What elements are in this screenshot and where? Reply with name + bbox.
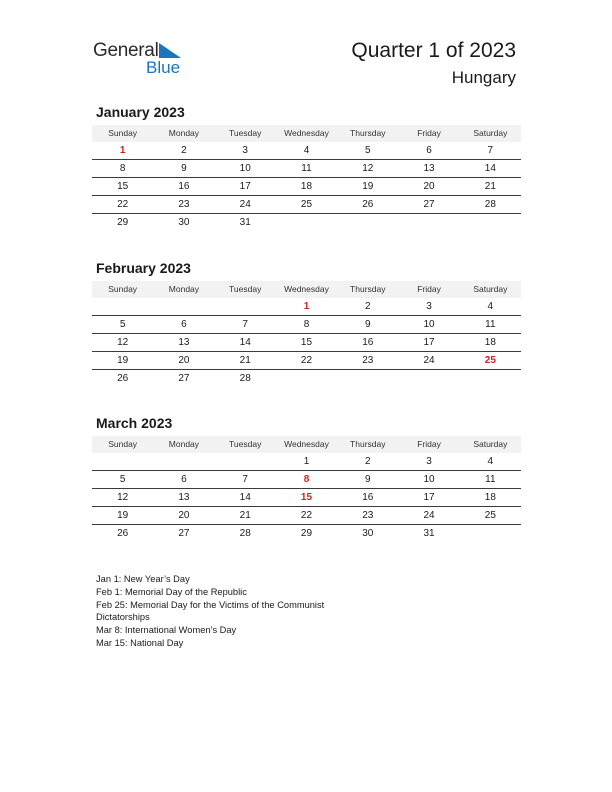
day-cell: 27 xyxy=(423,199,435,210)
day-cell: 12 xyxy=(117,337,129,348)
day-cell xyxy=(337,214,398,231)
weekday-label: Thursday xyxy=(350,128,386,138)
day-cell: 5 xyxy=(119,474,126,485)
day-cell: 11 xyxy=(301,163,312,174)
weekday-label: Saturday xyxy=(473,284,508,294)
day-cell: 22 xyxy=(300,355,313,366)
weekday-label: Sunday xyxy=(108,439,138,449)
day-cell: 31 xyxy=(423,528,435,539)
day-cell: 24 xyxy=(423,510,435,521)
day-cell xyxy=(460,370,521,387)
day-cell: 5 xyxy=(364,145,371,156)
month-title: January 2023 xyxy=(96,104,185,120)
day-cell: 15 xyxy=(300,492,313,503)
day-cell: 23 xyxy=(362,355,374,366)
day-cell: 25 xyxy=(484,355,496,366)
day-cell: 20 xyxy=(423,181,435,192)
day-cell xyxy=(398,214,459,231)
week-row xyxy=(92,214,521,231)
day-cell: 7 xyxy=(242,319,248,330)
weekday-label: Tuesday xyxy=(229,128,262,138)
day-cell: 12 xyxy=(117,492,129,503)
day-cell: 6 xyxy=(426,145,432,156)
logo xyxy=(93,40,188,80)
day-cell xyxy=(398,370,459,387)
day-cell: 15 xyxy=(300,337,313,348)
day-cell: 30 xyxy=(362,528,374,539)
week-row xyxy=(92,525,521,542)
day-cell: 25 xyxy=(300,199,313,210)
day-cell: 16 xyxy=(362,492,374,503)
day-cell xyxy=(153,453,214,470)
day-cell xyxy=(215,298,276,315)
day-cell: 8 xyxy=(303,319,310,330)
day-cell: 14 xyxy=(239,492,251,503)
weekday-label: Sunday xyxy=(108,284,138,294)
month-title: February 2023 xyxy=(96,260,191,276)
month-3 xyxy=(92,414,521,542)
week-row xyxy=(92,316,521,334)
day-cell: 17 xyxy=(423,337,435,348)
day-cell: 29 xyxy=(300,528,313,539)
day-cell: 28 xyxy=(239,373,251,384)
day-cell: 22 xyxy=(300,510,313,521)
day-cell xyxy=(276,214,337,231)
day-cell: 21 xyxy=(239,510,251,521)
weekday-label: Friday xyxy=(417,439,441,449)
day-cell xyxy=(337,370,398,387)
day-cell: 17 xyxy=(239,181,251,192)
page-title: Quarter 1 of 2023 xyxy=(351,39,516,62)
day-cell: 4 xyxy=(487,456,494,467)
holiday-note: Mar 8: International Women’s Day xyxy=(96,625,237,636)
day-cell xyxy=(153,298,214,315)
week-row xyxy=(92,160,521,178)
day-cell: 21 xyxy=(484,181,496,192)
week-row xyxy=(92,142,521,160)
holiday-note: Jan 1: New Year’s Day xyxy=(96,574,190,584)
month-title: March 2023 xyxy=(96,415,173,431)
day-cell: 28 xyxy=(239,528,251,539)
logo-blue-text: Blue xyxy=(146,58,181,77)
day-cell: 30 xyxy=(178,217,190,228)
weekday-label: Tuesday xyxy=(229,284,262,294)
day-cell: 6 xyxy=(181,474,187,485)
weekday-label: Wednesday xyxy=(284,439,329,449)
day-cell: 17 xyxy=(423,492,435,503)
day-cell: 26 xyxy=(117,373,129,384)
day-cell: 29 xyxy=(117,217,129,228)
day-cell xyxy=(215,453,276,470)
day-cell: 26 xyxy=(362,199,374,210)
logo-general-text: General xyxy=(93,40,159,61)
weekday-label: Monday xyxy=(168,439,200,449)
day-cell: 13 xyxy=(423,163,435,174)
day-cell: 24 xyxy=(239,199,251,210)
day-cell: 16 xyxy=(362,337,374,348)
weekday-label: Tuesday xyxy=(229,439,262,449)
weekday-label: Saturday xyxy=(473,128,508,138)
holiday-note: Feb 25: Memorial Day for the Victims of the Communist xyxy=(96,599,325,610)
day-cell: 14 xyxy=(484,163,496,174)
holiday-notes xyxy=(96,573,516,650)
day-cell: 12 xyxy=(362,163,374,174)
weekday-header xyxy=(92,436,521,453)
weekday-label: Thursday xyxy=(350,439,386,449)
day-cell: 18 xyxy=(300,181,313,192)
week-row xyxy=(92,453,521,471)
day-cell: 26 xyxy=(117,528,129,539)
day-cell: 9 xyxy=(364,474,371,485)
day-cell: 25 xyxy=(484,510,496,521)
weekday-label: Thursday xyxy=(350,284,386,294)
day-cell: 1 xyxy=(119,145,126,156)
week-row xyxy=(92,334,521,352)
day-cell: 4 xyxy=(303,145,310,156)
day-cell: 3 xyxy=(426,301,432,312)
holiday-note: Dictatorships xyxy=(96,612,150,623)
day-cell xyxy=(460,525,521,542)
weekday-label: Saturday xyxy=(473,439,508,449)
day-cell: 31 xyxy=(239,217,251,228)
month-2 xyxy=(92,259,521,387)
day-cell: 2 xyxy=(181,145,187,156)
day-cell xyxy=(276,370,337,387)
day-cell: 5 xyxy=(119,319,126,330)
day-cell: 3 xyxy=(426,456,432,467)
week-row xyxy=(92,471,521,489)
day-cell xyxy=(92,298,153,315)
day-cell: 14 xyxy=(239,337,251,348)
day-cell: 15 xyxy=(117,181,129,192)
day-cell: 19 xyxy=(362,181,374,192)
day-cell: 10 xyxy=(239,163,251,174)
day-cell: 7 xyxy=(487,145,494,156)
weekday-label: Monday xyxy=(168,284,200,294)
weekday-header xyxy=(92,281,521,298)
holiday-note: Feb 1: Memorial Day of the Republic xyxy=(96,586,247,597)
weekday-label: Friday xyxy=(417,128,441,138)
country-name: Hungary xyxy=(451,68,516,87)
day-cell: 1 xyxy=(303,301,310,312)
day-cell: 23 xyxy=(178,199,190,210)
day-cell: 20 xyxy=(178,510,190,521)
month-1 xyxy=(92,103,521,231)
holiday-note: Mar 15: National Day xyxy=(96,637,184,648)
day-cell: 8 xyxy=(119,163,126,174)
day-cell: 18 xyxy=(484,337,496,348)
day-cell: 10 xyxy=(423,474,435,485)
day-cell: 22 xyxy=(117,199,129,210)
weekday-label: Monday xyxy=(168,128,200,138)
weekday-label: Sunday xyxy=(108,128,138,138)
day-cell: 2 xyxy=(364,301,371,312)
week-row xyxy=(92,489,521,507)
day-cell: 11 xyxy=(485,474,496,485)
day-cell: 20 xyxy=(178,355,190,366)
day-cell: 3 xyxy=(242,145,248,156)
day-cell: 13 xyxy=(178,337,190,348)
day-cell: 28 xyxy=(484,199,496,210)
day-cell: 19 xyxy=(117,510,129,521)
week-row xyxy=(92,507,521,525)
day-cell: 18 xyxy=(484,492,496,503)
day-cell: 21 xyxy=(239,355,251,366)
day-cell: 24 xyxy=(423,355,435,366)
day-cell: 27 xyxy=(178,373,190,384)
week-row xyxy=(92,370,521,387)
day-cell: 9 xyxy=(181,163,187,174)
day-cell: 19 xyxy=(117,355,129,366)
day-cell: 1 xyxy=(303,456,310,467)
day-cell: 23 xyxy=(362,510,374,521)
day-cell xyxy=(460,214,521,231)
week-row xyxy=(92,178,521,196)
day-cell: 9 xyxy=(364,319,371,330)
day-cell xyxy=(92,453,153,470)
day-cell: 6 xyxy=(181,319,187,330)
day-cell: 13 xyxy=(178,492,190,503)
day-cell: 8 xyxy=(303,474,310,485)
day-cell: 4 xyxy=(487,301,494,312)
day-cell: 10 xyxy=(423,319,435,330)
weekday-header xyxy=(92,125,521,142)
day-cell: 11 xyxy=(485,319,496,330)
day-cell: 7 xyxy=(242,474,248,485)
day-cell: 2 xyxy=(364,456,371,467)
week-row xyxy=(92,298,521,316)
day-cell: 27 xyxy=(178,528,190,539)
weekday-label: Friday xyxy=(417,284,441,294)
weekday-label: Wednesday xyxy=(284,128,329,138)
week-row xyxy=(92,352,521,370)
week-row xyxy=(92,196,521,214)
day-cell: 16 xyxy=(178,181,190,192)
weekday-label: Wednesday xyxy=(284,284,329,294)
